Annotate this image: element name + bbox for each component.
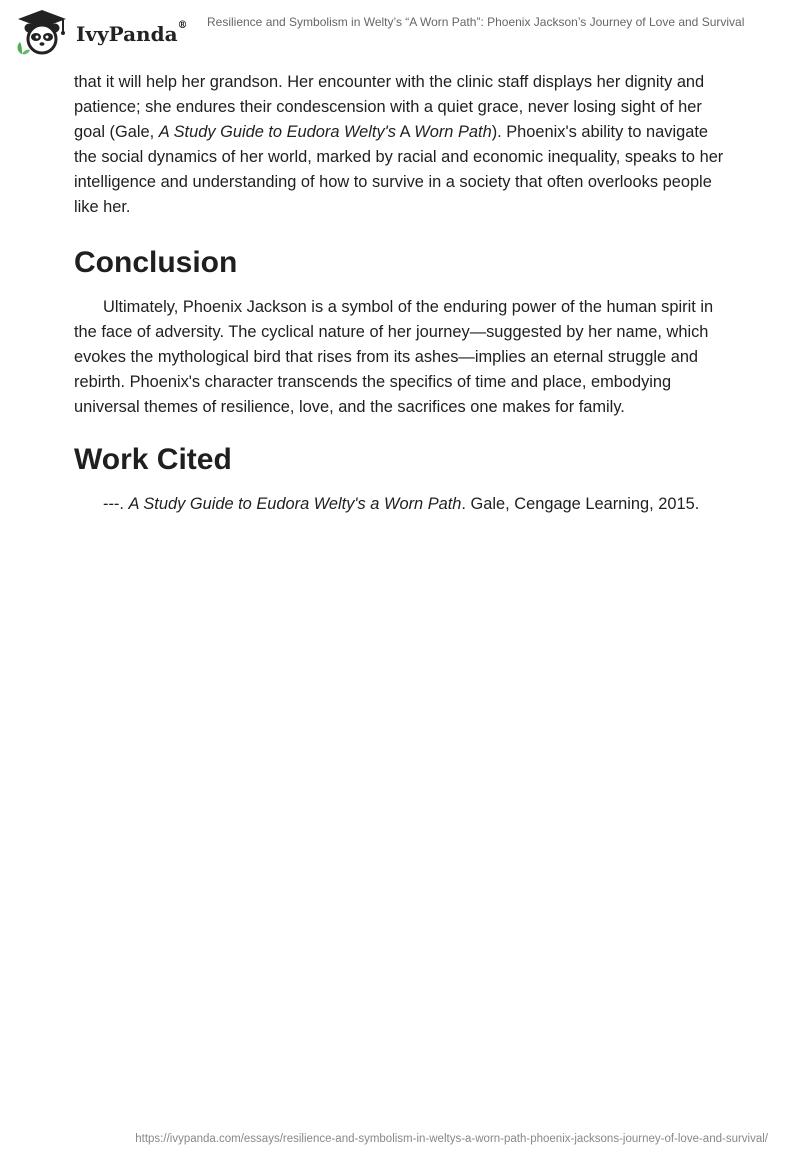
source-title: Worn Path [414,123,492,142]
conclusion-heading: Conclusion [74,245,238,279]
citation-details: . Gale, Cengage Learning, 2015. [461,495,700,514]
conclusion-paragraph: Ultimately, Phoenix Jackson is a symbol of the enduring power of the human spirit in the face of adversity. The cyclical nature of her journey—suggested by her name, which evokes the mythological bird that rises from its ashes—implies an eternal struggle and rebirth. Phoenix's character transcends the specifics of time and place, embodying universal themes of resilience, love, and the sacrifices one makes for family. [74,297,714,416]
paragraph-text: A [396,123,415,142]
citation-entry [74,492,734,517]
paragraph-text: that it will help her grandson. Her encounter with the clinic staff displays her dignity and patience; she endures their condescension with a quiet grace, never losing sight of her goal (Gale, [74,73,705,142]
source-title: A Study Guide to Eudora Welty's [158,123,397,142]
logo-name: IvyPanda [76,22,178,46]
body-paragraph [74,70,734,221]
panda-graduate-icon [14,8,70,56]
citation-title: A Study Guide to Eudora Welty's a Worn Path [128,495,462,514]
works-cited-heading: Work Cited [74,443,232,477]
page-header [0,0,800,60]
paragraph-text: ). Phoenix's ability to navigate the social dynamics of her world, marked by racial and economic inequality, speaks to her intelligence and understanding of how to survive in a society that often overlooks people like her. [74,123,724,217]
registered-mark: ® [177,20,188,31]
essay-content [74,70,734,517]
logo-wordmark [76,22,188,46]
running-title: Resilience and Symbolism in Welty’s “A Worn Path”: Phoenix Jackson’s Journey of Love and Survival [207,15,745,29]
ivypanda-logo[interactable] [14,8,204,56]
source-url[interactable]: https://ivypanda.com/essays/resilience-and-symbolism-in-weltys-a-worn-path-phoenix-jacksons-journey-of-love-and-survival/ [135,1133,768,1145]
citation-prefix: ---. [103,495,129,514]
